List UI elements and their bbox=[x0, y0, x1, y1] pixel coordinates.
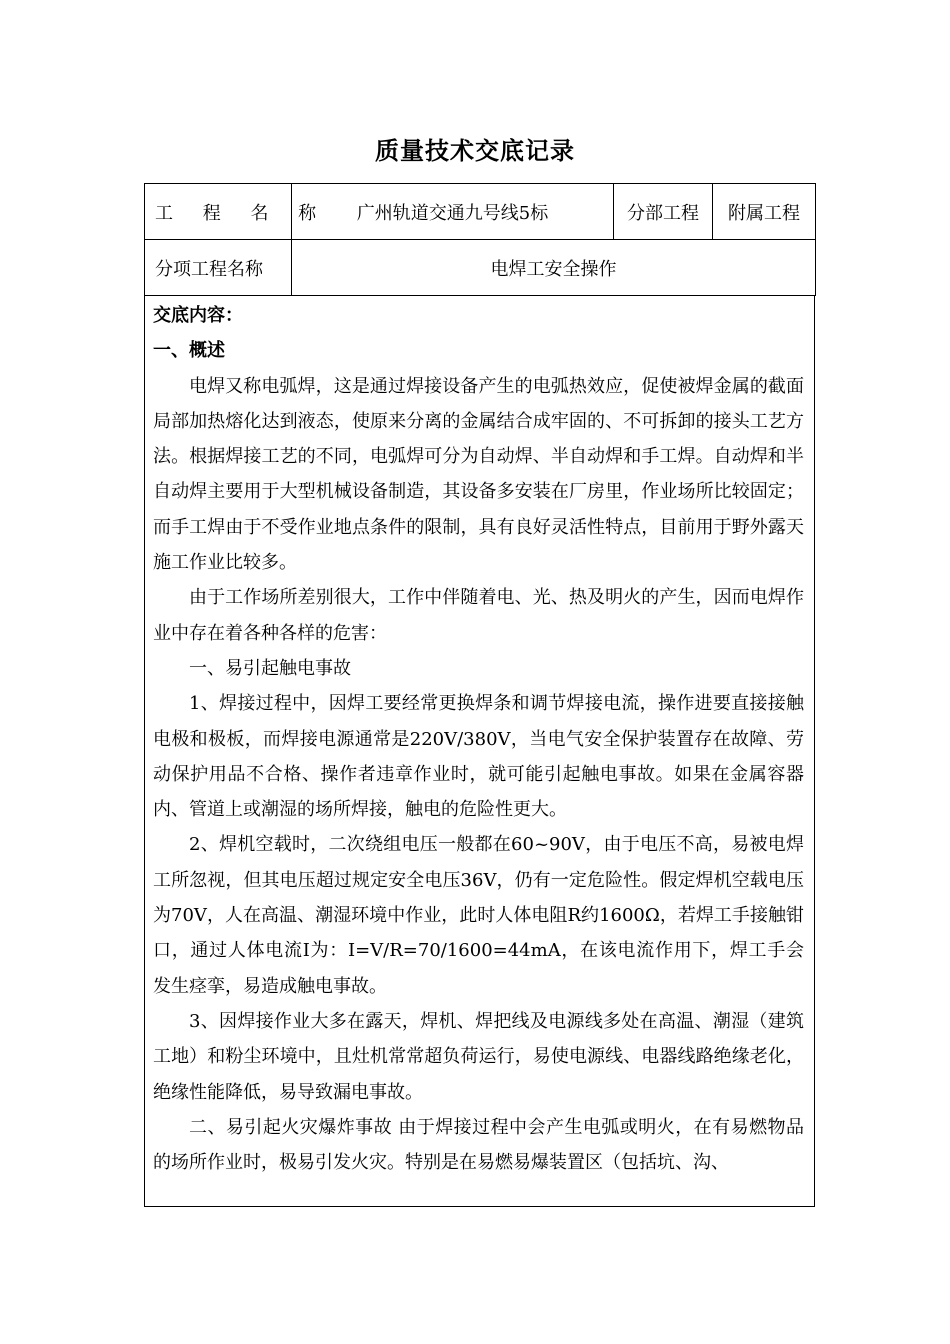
affiliated-project-label: 附属工程 bbox=[713, 184, 816, 240]
paragraph-fire-explosion: 二、易引起火灾爆炸事故 由于焊接过程中会产生电弧或明火，在有易燃物品的场所作业时，极易引发火灾。特别是在易燃易爆装置区（包括坑、沟、 bbox=[153, 1116, 804, 1174]
item-row bbox=[145, 240, 816, 296]
paragraph-hazards: 由于工作场所差别很大，工作中伴随着电、光、热及明火的产生，因而电焊作业中存在着各种各样的危害： bbox=[153, 587, 804, 644]
paragraph-shock-3: 3、因焊接作业大多在露天，焊机、焊把线及电源线多处在高温、潮湿（建筑工地）和粉尘环境中，且灶机常常超负荷运行，易使电源线、电器线路绝缘老化，绝缘性能降低，易导致漏电事故。 bbox=[153, 1010, 804, 1103]
paragraph-intro: 电焊又称电弧焊，这是通过焊接设备产生的电弧热效应，促使被焊金属的截面局部加热熔化达到液态，使原来分离的金属结合成牢固的、不可拆卸的接头工艺方法。根据焊接工艺的不同，电弧焊可分为自动焊、半自动焊和手工焊。自动焊和半自动焊主要用于大型机械设备制造，其设备多安装在厂房里，作业场所比较固定；而手工焊由于不受作业地点条件的限制，具有良好灵活性特点，目前用于野外露天施工作业比较多。 bbox=[153, 375, 804, 574]
paragraph-shock-1: 1、焊接过程中，因焊工要经常更换焊条和调节焊接电流，操作进要直接接触电极和极板，而焊接电源通常是220V/380V，当电气安全保护装置存在故障、劳动保护用品不合格、操作者违章作业时，就可能引起触电事故。如果在金属容器内、管道上或潮湿的场所焊接，触电的危险性更大。 bbox=[153, 693, 804, 821]
content-cell bbox=[144, 296, 815, 1207]
sub-department-label: 分部工程 bbox=[614, 184, 713, 240]
document-title: 质量技术交底记录 bbox=[375, 136, 575, 165]
briefing-content bbox=[145, 296, 814, 1180]
header-table bbox=[144, 183, 816, 296]
sub-item-value: 电焊工安全操作 bbox=[292, 240, 816, 296]
sub-item-label: 分项工程名称 bbox=[145, 240, 292, 296]
subheading-electric-shock: 一、易引起触电事故 bbox=[189, 657, 351, 679]
project-name-value: 广州轨道交通九号线5标 bbox=[292, 184, 614, 240]
paragraph-shock-2: 2、焊机空载时，二次绕组电压一般都在60~90V，由于电压不高，易被电焊工所忽视，但其电压超过规定安全电压36V，仍有一定危险性。假定焊机空载电压为70V，人在高温、潮湿环境中作业，此时人体电阻R约1600Ω，若焊工手接触钳口，通过人体电流I为：I=V/R=70/1600=44mA，在该电流作用下，焊工手会发生痉挛，易造成触电事故。 bbox=[153, 834, 804, 997]
project-row bbox=[145, 184, 816, 240]
section-overview-title: 一、概述 bbox=[153, 340, 225, 362]
content-header: 交底内容： bbox=[153, 305, 243, 326]
project-name-label bbox=[145, 184, 329, 240]
project-name-label-text: 工 程 名 称 bbox=[155, 202, 329, 224]
